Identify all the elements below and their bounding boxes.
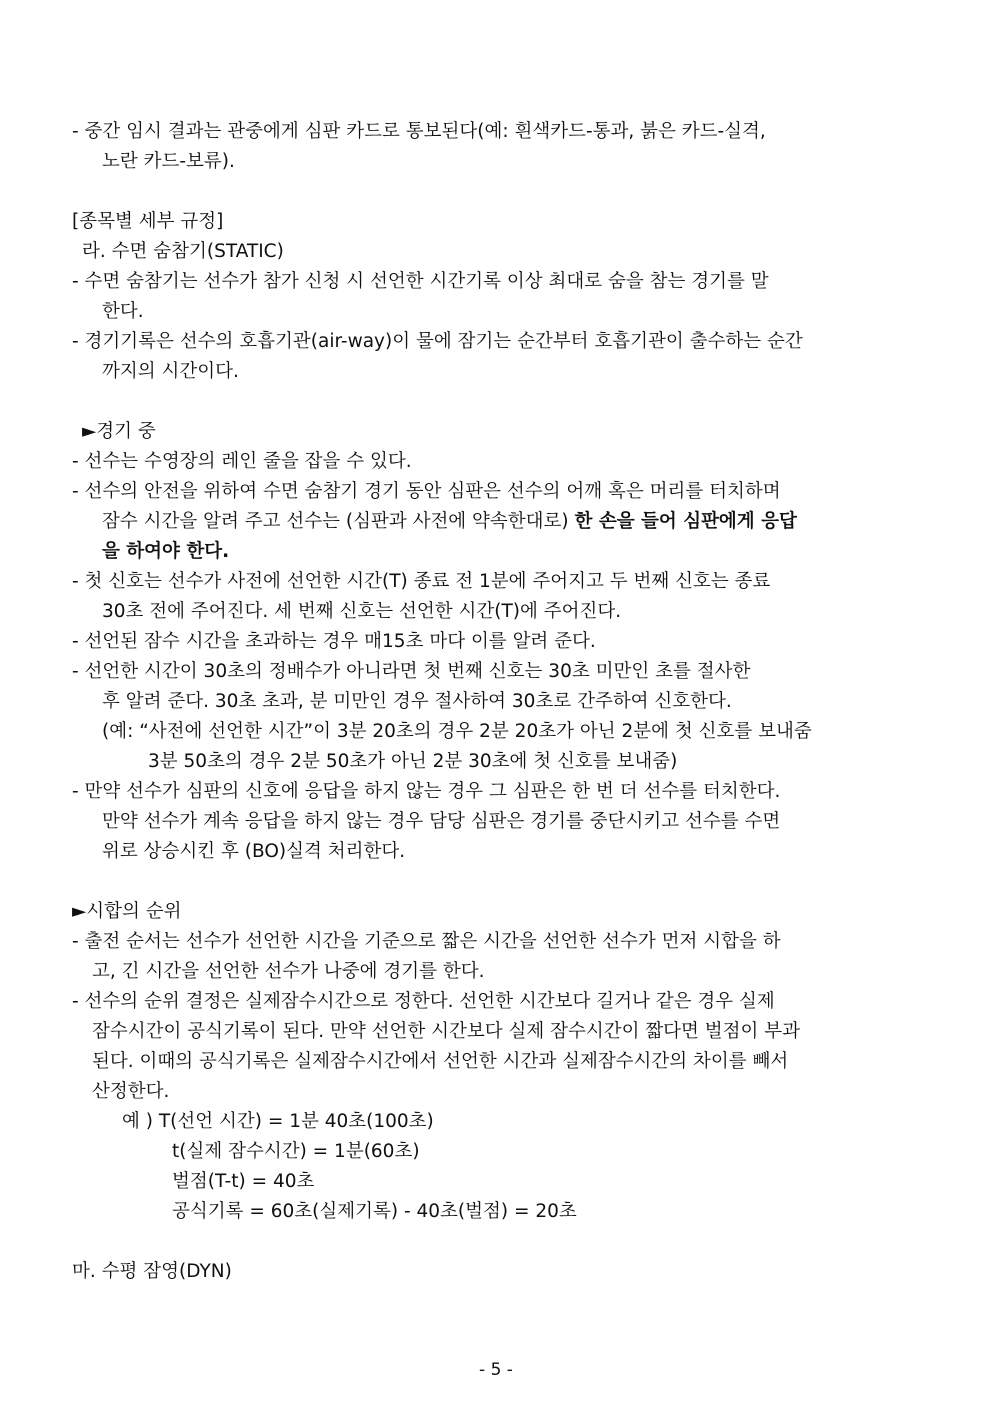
- during-line-8-text: - 선언한 시간이 30초의 정배수가 아니라면 첫 번째 신호는 30초 미만인 초를 절사한: [72, 661, 751, 682]
- static-item-1-text: - 수면 숨참기는 선수가 참가 신청 시 선언한 시간기록 이상 최대로 숨을 참는 경기를 말: [72, 271, 769, 292]
- during-line-5-text: - 첫 신호는 선수가 사전에 선언한 시간(T) 종료 전 1분에 주어지고 두 번째 신호는 종료: [72, 571, 771, 592]
- ranking-line-6-text: 산정한다.: [92, 1081, 170, 1102]
- ranking-example-1-text: 예 ) T(선언 시간) = 1분 40초(100초): [122, 1111, 434, 1132]
- during-heading-text: ►경기 중: [82, 421, 156, 442]
- during-line-3-bold-text: 한 손을 들어 심판에게 응답: [574, 511, 797, 532]
- during-line-6-text: 30초 전에 주어진다. 세 번째 신호는 선언한 시간(T)에 주어진다.: [102, 601, 622, 622]
- ranking-line-2-text: 고, 긴 시간을 선언한 선수가 나중에 경기를 한다.: [92, 961, 485, 982]
- during-line-7-text: - 선언된 잠수 시간을 초과하는 경우 매15초 마다 이를 알려 준다.: [72, 631, 596, 652]
- page-number: - 5 -: [479, 1360, 513, 1380]
- section-title-text: [종목별 세부 규정]: [72, 211, 224, 232]
- static-item-2-text: 한다.: [102, 301, 144, 322]
- ranking-line-5-text: 된다. 이때의 공식기록은 실제잠수시간에서 선언한 시간과 실제잠수시간의 차이를 빼서: [92, 1051, 789, 1072]
- static-item-3-text: - 경기기록은 선수의 호흡기관(air-way)이 물에 잠기는 순간부터 호흡기관이 출수하는 순간: [72, 331, 803, 352]
- during-line-13-text: 만약 선수가 계속 응답을 하지 않는 경우 담당 심판은 경기를 중단시키고 선수를 수면: [102, 811, 781, 832]
- dyn-heading-text: 마. 수평 잠영(DYN): [72, 1261, 232, 1282]
- ranking-example-2-text: t(실제 잠수시간) = 1분(60초): [172, 1141, 420, 1162]
- static-item-4-text: 까지의 시간이다.: [102, 361, 239, 382]
- ranking-line-4-text: 잠수시간이 공식기록이 된다. 만약 선언한 시간보다 실제 잠수시간이 짧다면 벌점이 부과: [92, 1021, 801, 1042]
- during-line-4-text: 을 하여야 한다.: [102, 541, 230, 562]
- ranking-example-3-text: 벌점(T-t) = 40초: [172, 1171, 315, 1192]
- during-line-12-text: - 만약 선수가 심판의 신호에 응답을 하지 않는 경우 그 심판은 한 번 더 선수를 터치한다.: [72, 781, 781, 802]
- intro-line-1-text: - 중간 임시 결과는 관중에게 심판 카드로 통보된다(예: 흰색카드-통과, 붉은 카드-실격,: [72, 121, 766, 142]
- during-line-11-text: 3분 50초의 경우 2분 50초가 아닌 2분 30초에 첫 신호를 보내줌): [148, 751, 678, 772]
- during-line-1-text: - 선수는 수영장의 레인 줄을 잡을 수 있다.: [72, 451, 412, 472]
- ranking-example-4-text: 공식기록 = 60초(실제기록) - 40초(벌점) = 20초: [172, 1201, 577, 1222]
- ranking-heading-text: ►시합의 순위: [72, 901, 182, 922]
- during-line-10-text: (예: “사전에 선언한 시간”이 3분 20초의 경우 2분 20초가 아닌 2분에 첫 신호를 보내줌: [102, 721, 812, 742]
- during-line-14-text: 위로 상승시킨 후 (BO)실격 처리한다.: [102, 841, 406, 862]
- ranking-line-1-text: - 출전 순서는 선수가 선언한 시간을 기준으로 짧은 시간을 선언한 선수가 먼저 시합을 하: [72, 931, 781, 952]
- ranking-line-3-text: - 선수의 순위 결정은 실제잠수시간으로 정한다. 선언한 시간보다 길거나 같은 경우 실제: [72, 991, 775, 1012]
- intro-line-2-text: 노란 카드-보류).: [102, 151, 235, 172]
- static-heading-text: 라. 수면 숨참기(STATIC): [82, 241, 284, 262]
- during-line-3-text: 잠수 시간을 알려 주고 선수는 (심판과 사전에 약속한대로): [102, 511, 575, 532]
- during-line-9-text: 후 알려 준다. 30초 초과, 분 미만인 경우 절사하여 30초로 간주하여 신호한다.: [102, 691, 732, 712]
- during-line-2-text: - 선수의 안전을 위하여 수면 숨참기 경기 동안 심판은 선수의 어깨 혹은 머리를 터치하며: [72, 481, 781, 502]
